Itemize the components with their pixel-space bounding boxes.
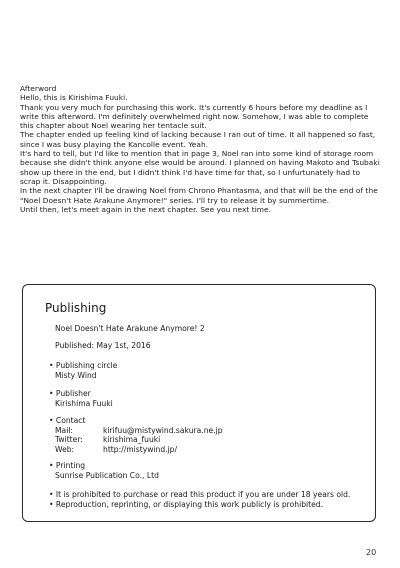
publishing-circle-label: • Publishing circle: [49, 361, 118, 370]
legal-note-reproduction: • Reproduction, reprinting, or displaying this work publicly is prohibited.: [49, 499, 324, 509]
afterword-line: In the next chapter I'll be drawing Noel from Chrono Phantasma, and that will be the end of the "Noel Doesn't Hate Arakune Anymore!" series. I'll try to release it by summertime.: [20, 186, 378, 205]
afterword-line: Until then, let's meet again in the next chapter. See you next time.: [20, 204, 272, 214]
page-number: 20: [366, 548, 377, 557]
publishing-title: Publishing: [45, 301, 107, 315]
printing-label: • Printing: [49, 461, 86, 470]
legal-notes: [49, 490, 350, 509]
afterword-line: It's hard to tell, but I'd like to mention that in page 3, Noel ran into some kind of storage room because she didn't think anyone else would be around. I planned on having Makoto and Tsubaki show up there in the end, but I didn't think I'd have time for that, so I unfurtunately had to scrap it. Disappointing.: [20, 149, 380, 186]
contact-twitter: Twitter: kirishima_fuuki: [55, 435, 161, 444]
printing-section: [49, 461, 159, 480]
publishing-box: [22, 284, 376, 522]
afterword-text: [20, 84, 382, 214]
contact-mail: Mail: kirifuu@mistywind.sakura.ne.jp: [55, 425, 223, 435]
publisher-section: [49, 389, 113, 408]
legal-note-age: • It is prohibited to purchase or read this product if you are under 18 years old.: [49, 490, 351, 499]
publisher-value: Kirishima Fuuki: [55, 398, 113, 408]
afterword-line: Hello, this is Kirishima Fuuki.: [20, 93, 128, 103]
contact-label: • Contact: [49, 416, 86, 425]
afterword-line: The chapter ended up feeling kind of lacking because I ran out of time. It all happened so fast, since I was busy playing the Kancolle event. Yeah.: [20, 130, 376, 149]
contact-web: Web: http://mistywind.jp/: [55, 444, 178, 454]
publisher-label: • Publisher: [49, 389, 91, 398]
afterword-heading: Afterword: [20, 84, 57, 93]
book-title: Noel Doesn't Hate Arakune Anymore! 2: [55, 324, 205, 333]
printing-value: Sunrise Publication Co., Ltd: [55, 470, 159, 480]
published-date: Published: May 1st, 2016: [55, 341, 151, 350]
publishing-circle-value: Misty Wind: [55, 370, 97, 380]
afterword-line: Thank you very much for purchasing this work. It's currently 6 hours before my deadline as I write this afterword. I'm definitely overwhelmed right now. Somehow, I was able to complete this chapter about Noel wearing her tentacle suit.: [20, 102, 369, 131]
contact-section: [49, 416, 223, 454]
publishing-circle-section: [49, 361, 117, 380]
